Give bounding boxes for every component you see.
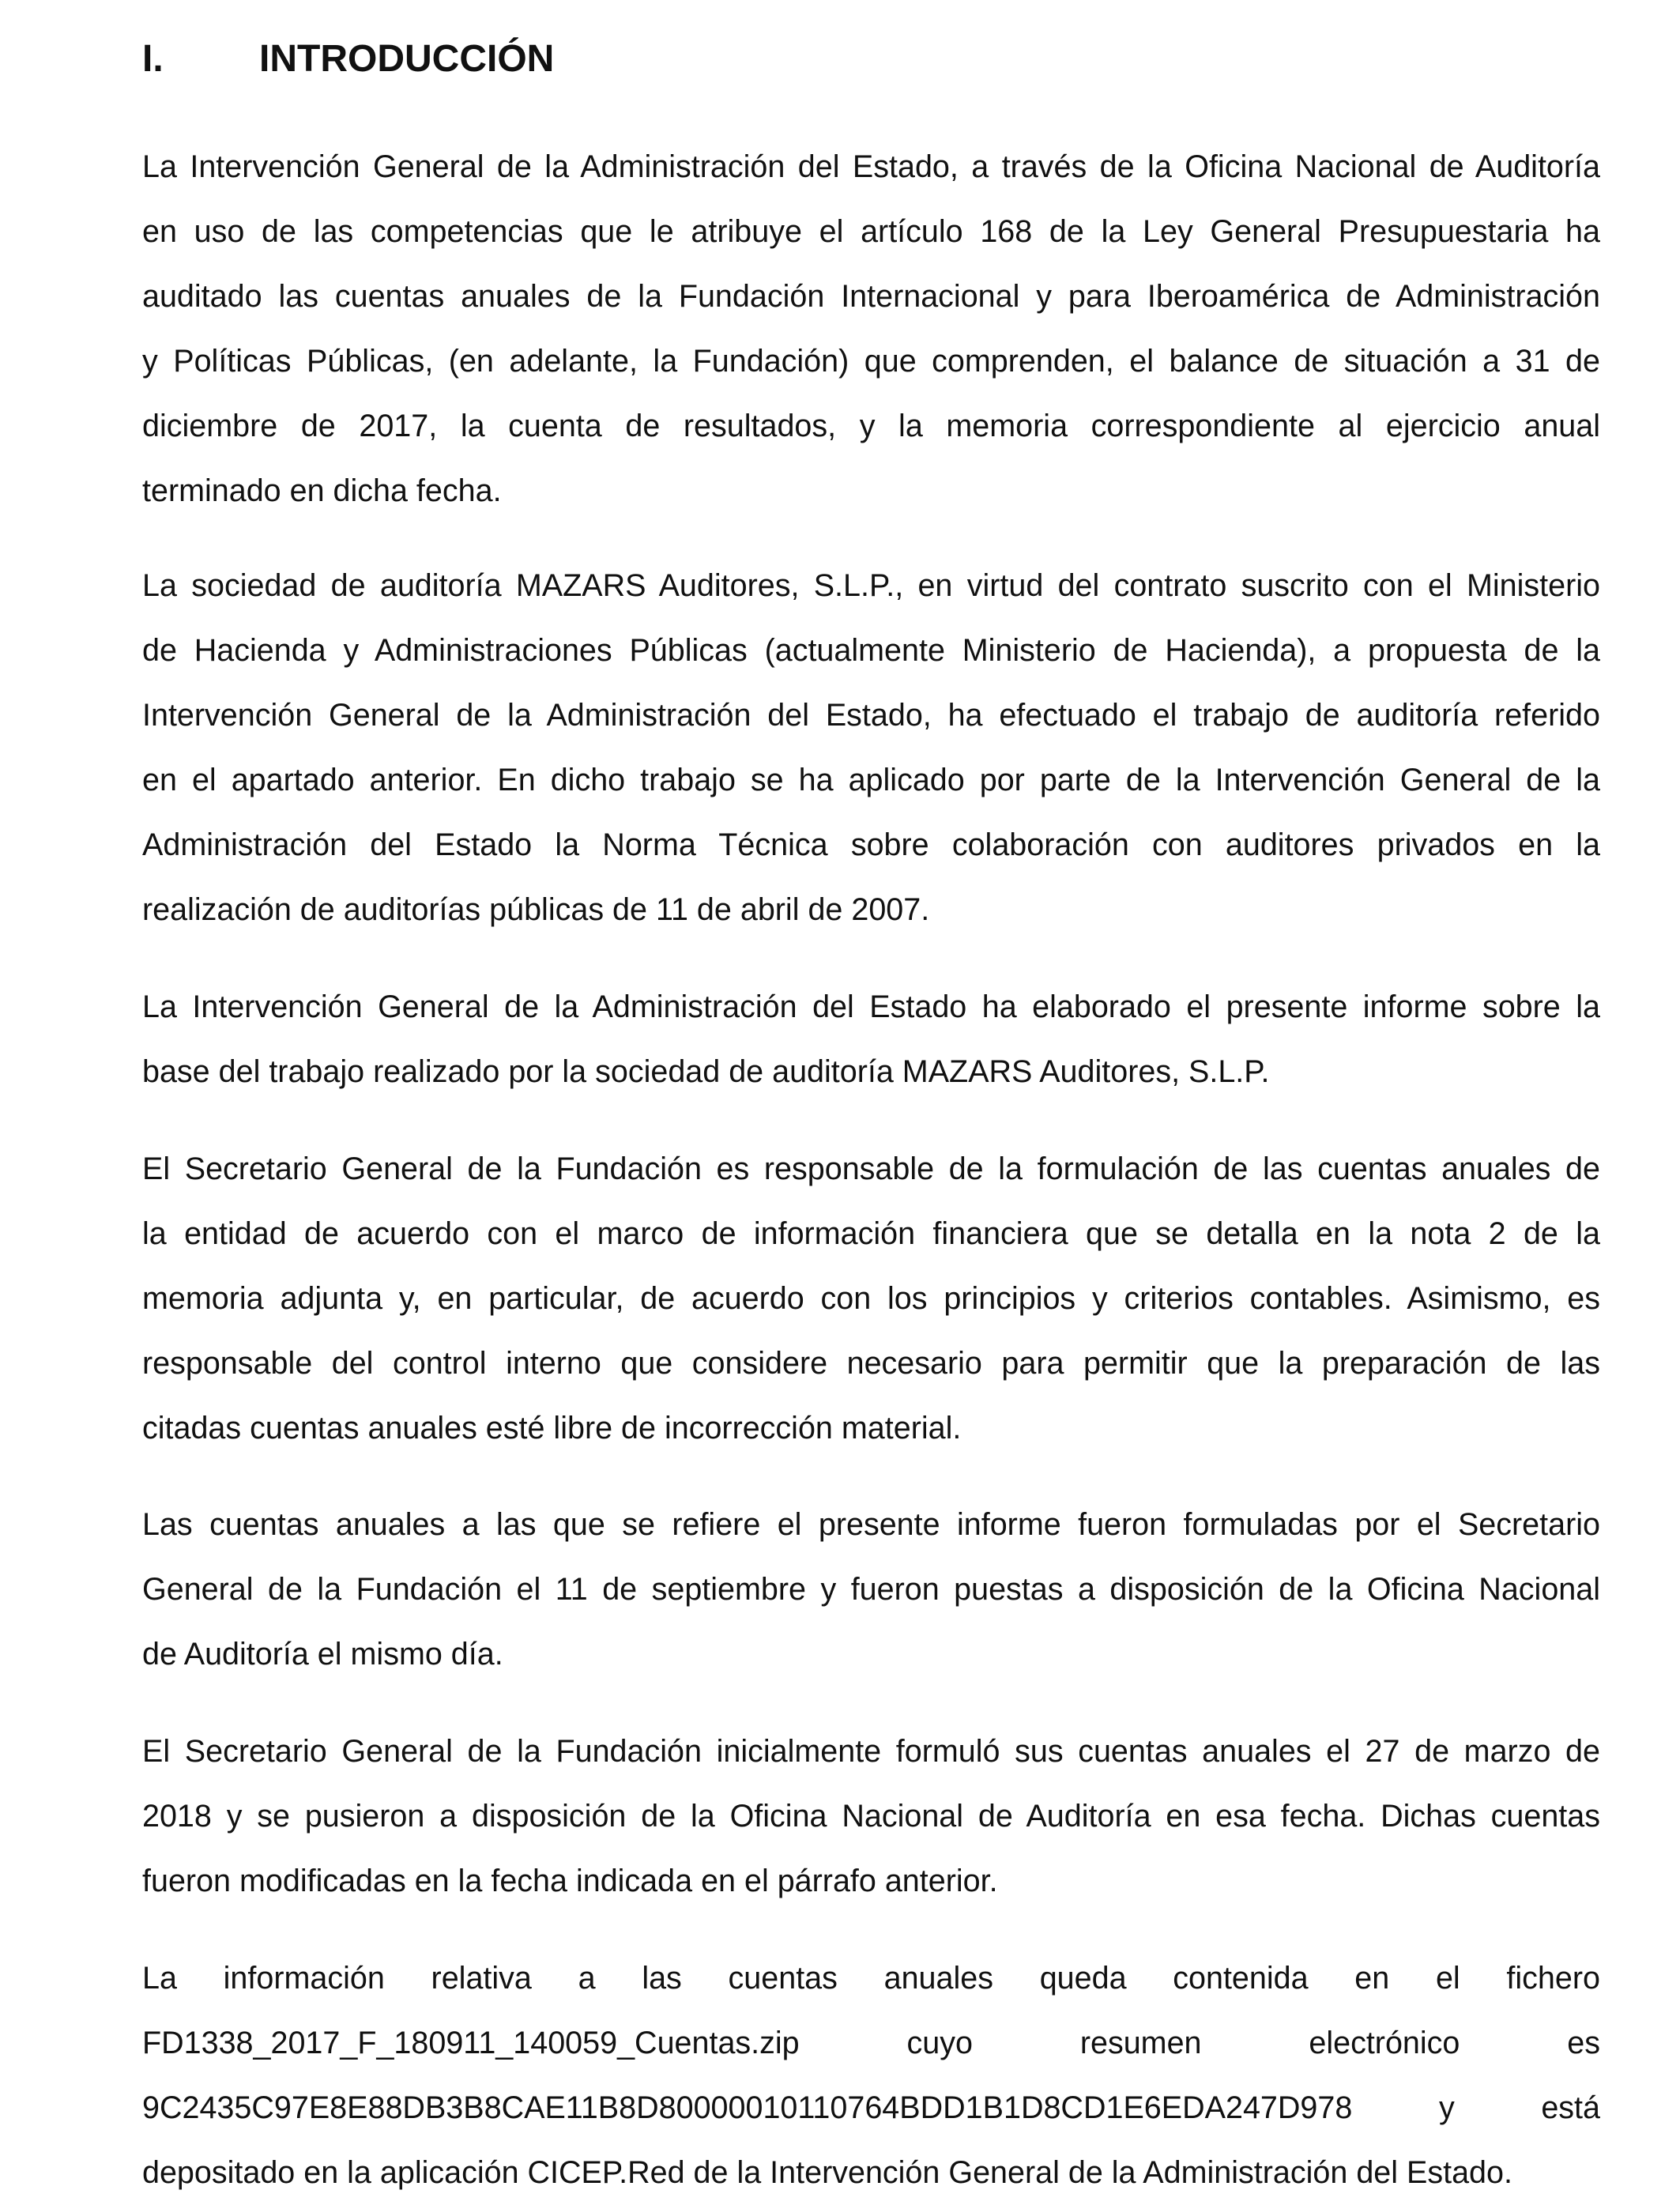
paragraph-intro: [142, 134, 1600, 523]
paragraph-line: FD1338_2017_F_180911_140059_Cuentas.zip cuyo resumen electrónico es: [142, 2026, 1600, 2060]
paragraph-line: depositado en la aplicación CICEP.Red de la Intervención General de la Administración del Estado.: [142, 2155, 1512, 2190]
paragraph-line: de Hacienda y Administraciones Públicas (actualmente Ministerio de Hacienda), a propuesta de la: [142, 633, 1600, 668]
paragraph-line: la entidad de acuerdo con el marco de información financiera que se detalla en la nota 2 de la: [142, 1216, 1600, 1251]
paragraph-line: auditado las cuentas anuales de la Fundación Internacional y para Iberoamérica de Administración: [142, 279, 1600, 314]
paragraph-line: terminado en dicha fecha.: [142, 473, 502, 508]
paragraph-line: Intervención General de la Administración del Estado, ha efectuado el trabajo de auditoría referido: [142, 698, 1600, 733]
paragraph-line: La información relativa a las cuentas anuales queda contenida en el fichero: [142, 1961, 1600, 1996]
paragraph-line: realización de auditorías públicas de 11 de abril de 2007.: [142, 892, 930, 927]
paragraph-line: y Políticas Públicas, (en adelante, la Fundación) que comprenden, el balance de situación a 31 de: [142, 344, 1600, 379]
paragraph-line: La sociedad de auditoría MAZARS Auditores, S.L.P., en virtud del contrato suscrito con el Ministerio: [142, 568, 1600, 603]
paragraph-line: Administración del Estado la Norma Técnica sobre colaboración con auditores privados en la: [142, 827, 1600, 862]
paragraph-line: fueron modificadas en la fecha indicada en el párrafo anterior.: [142, 1864, 998, 1898]
paragraph-line: 2018 y se pusieron a disposición de la Oficina Nacional de Auditoría en esa fecha. Dichas cuentas: [142, 1799, 1600, 1834]
paragraph-line: El Secretario General de la Fundación inicialmente formuló sus cuentas anuales el 27 de marzo de: [142, 1734, 1600, 1769]
paragraph-line: de Auditoría el mismo día.: [142, 1637, 503, 1672]
paragraph-line: General de la Fundación el 11 de septiembre y fueron puestas a disposición de la Oficina Nacional: [142, 1572, 1600, 1607]
paragraph-formulation: [142, 1492, 1600, 1687]
paragraph-line: El Secretario General de la Fundación es responsable de la formulación de las cuentas anuales de: [142, 1152, 1600, 1186]
paragraph-line: diciembre de 2017, la cuenta de resultados, y la memoria correspondiente al ejercicio anual: [142, 409, 1600, 443]
paragraph-line: La Intervención General de la Administración del Estado, a través de la Oficina Nacional de Auditoría: [142, 149, 1600, 184]
paragraph-file-info: [142, 1946, 1600, 2205]
paragraph-line: responsable del control interno que considere necesario para permitir que la preparación de las: [142, 1346, 1600, 1381]
section-heading: [142, 32, 1600, 87]
paragraph-audit-firm: [142, 553, 1600, 942]
paragraph-responsibility: [142, 1136, 1600, 1461]
paragraph-line: en el apartado anterior. En dicho trabajo se ha aplicado por parte de la Intervención General de la: [142, 763, 1600, 797]
paragraph-line: citadas cuentas anuales esté libre de incorrección material.: [142, 1411, 962, 1446]
paragraph-line: Las cuentas anuales a las que se refiere el presente informe fueron formuladas por el Secretario: [142, 1507, 1600, 1542]
section-number: I.: [142, 38, 164, 80]
paragraph-line: en uso de las competencias que le atribuye el artículo 168 de la Ley General Presupuestaria ha: [142, 214, 1600, 249]
paragraph-line: La Intervención General de la Administración del Estado ha elaborado el presente informe sobre la: [142, 989, 1600, 1024]
section-title: INTRODUCCIÓN: [259, 38, 555, 80]
paragraph-report-basis: [142, 974, 1600, 1104]
paragraph-initial-formulation: [142, 1719, 1600, 1913]
paragraph-line: memoria adjunta y, en particular, de acuerdo con los principios y criterios contables. Asimismo, es: [142, 1281, 1600, 1316]
paragraph-line: base del trabajo realizado por la sociedad de auditoría MAZARS Auditores, S.L.P.: [142, 1054, 1270, 1089]
paragraph-line: 9C2435C97E8E88DB3B8CAE11B8D80000010110764BDD1B1D8CD1E6EDA247D978 y está: [142, 2090, 1600, 2125]
